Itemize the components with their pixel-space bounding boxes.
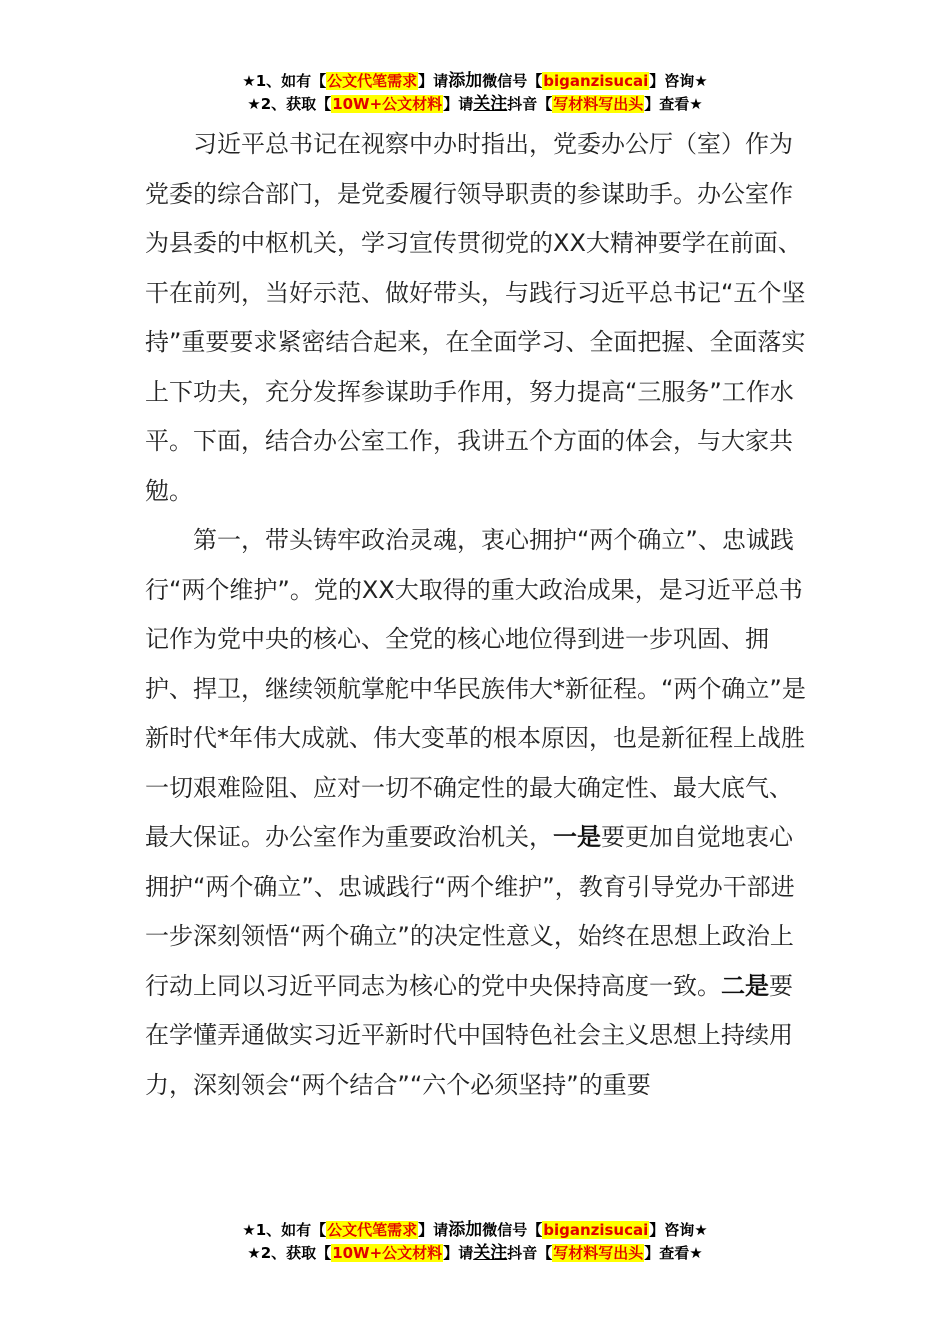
highlight-materials: 10W+公文材料 xyxy=(332,1244,443,1262)
paragraph-first-point xyxy=(145,516,810,1110)
paragraph-text: 第一，带头铸牢政治灵魂，衷心拥护“两个确立”、忠诚践行“两个维护”。党的XX大取得的重大政治成果，是习近平总书记作为党中央的核心、全党的核心地位得到进一步巩固、拥护、捍卫，继续领航掌舵中华民族伟大*新征程。“两个确立”是新时代*年伟大成就、伟大变革的根本原因，也是新征程上战胜一切艰难险阻、应对一切不确定性的最大确定性、最大底气、最大保证。办公室作为重要政治机关， xyxy=(145,526,806,851)
banner-text: 】咨询★ xyxy=(649,1221,708,1239)
highlight-douyin: 写材料写出头 xyxy=(553,1244,644,1262)
highlight-materials: 10W+公文材料 xyxy=(332,95,443,113)
banner-text: 】请 xyxy=(418,1221,449,1239)
banner-text: 微信号【 xyxy=(482,72,543,90)
bold-marker: 一是 xyxy=(553,823,601,851)
banner-text: ★2、获取【 xyxy=(247,1244,332,1262)
banner-text: 】请 xyxy=(443,1244,474,1262)
footer-banner xyxy=(0,1219,950,1265)
banner-text: 】请 xyxy=(443,95,474,113)
banner-text: ★2、获取【 xyxy=(247,95,332,113)
highlight-service: 公文代笔需求 xyxy=(327,1221,418,1239)
banner-text: 】查看★ xyxy=(644,1244,703,1262)
banner-text: 微信号【 xyxy=(482,1221,543,1239)
banner-emphasis: 关注 xyxy=(473,1243,508,1263)
banner-emphasis: 添加 xyxy=(448,1220,483,1240)
banner-line-1 xyxy=(0,1219,950,1242)
banner-text: 抖音【 xyxy=(507,95,553,113)
highlight-wechat-id: biganzisucai xyxy=(543,1221,649,1239)
header-banner xyxy=(0,70,950,116)
banner-text: 抖音【 xyxy=(507,1244,553,1262)
paragraph-intro: 习近平总书记在视察中办时指出，党委办公厅（室）作为党委的综合部门，是党委履行领导职责的参谋助手。办公室作为县委的中枢机关，学习宣传贯彻党的XX大精神要学在前面、干在前列，当好示范、做好带头，与践行习近平总书记“五个坚持”重要要求紧密结合起来，在全面学习、全面把握、全面落实上下功夫，充分发挥参谋助手作用，努力提高“三服务”工作水平。下面，结合办公室工作，我讲五个方面的体会，与大家共勉。 xyxy=(145,130,806,505)
banner-text: 】咨询★ xyxy=(649,72,708,90)
highlight-service: 公文代笔需求 xyxy=(327,72,418,90)
document-body xyxy=(145,120,810,1110)
banner-text: 】查看★ xyxy=(644,95,703,113)
banner-text: ★1、如有【 xyxy=(242,1221,327,1239)
banner-emphasis: 添加 xyxy=(448,71,483,91)
banner-line-2 xyxy=(0,1242,950,1265)
highlight-wechat-id: biganzisucai xyxy=(543,72,649,90)
highlight-douyin: 写材料写出头 xyxy=(553,95,644,113)
banner-line-2 xyxy=(0,93,950,116)
banner-text: ★1、如有【 xyxy=(242,72,327,90)
banner-line-1 xyxy=(0,70,950,93)
paragraph-text: 要在学懂弄通做实习近平新时代中国特色社会主义思想上持续用力，深刻领会“两个结合”“六个必须坚持”的重要 xyxy=(145,971,793,1099)
bold-marker: 二是 xyxy=(721,971,769,1000)
paragraph-text: 要更加自觉地衷心拥护“两个确立”、忠诚践行“两个维护”，教育引导党办干部进一步深刻领悟“两个确立”的决定性意义，始终在思想上政治上行动上同以习近平同志为核心的党中央保持高度一致。 xyxy=(145,823,795,1000)
banner-emphasis: 关注 xyxy=(473,94,508,114)
banner-text: 】请 xyxy=(418,72,449,90)
